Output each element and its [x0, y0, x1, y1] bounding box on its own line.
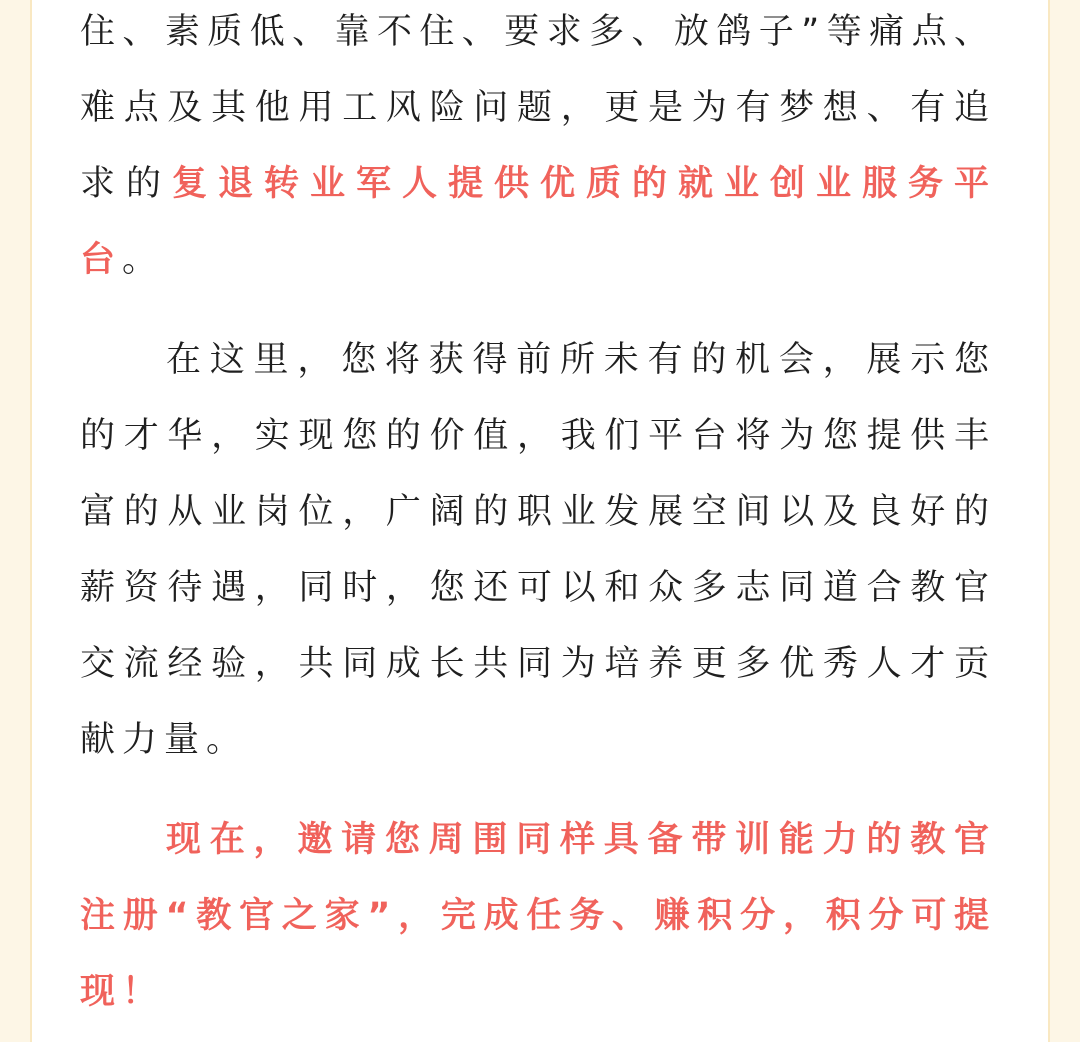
- article-body: [80, 0, 996, 1030]
- paragraph-1-highlight: 复退转业军人提供优质的就业创业服务平台: [80, 164, 996, 280]
- paragraph-1-end: 。: [122, 240, 165, 280]
- paragraph-1: [80, 0, 996, 298]
- paragraph-2: 在这里，您将获得前所未有的机会，展示您的才华，实现您的价值，我们平台将为您提供丰富的从业岗位，广阔的职业发展空间以及良好的薪资待遇，同时，您还可以和众多志同道合教官交流经验，共同成长共同为培养更多优秀人才贡献力量。: [80, 340, 996, 760]
- paragraph-3-invitation: 现在，邀请您周围同样具备带训能力的教官注册“教官之家”，完成任务、赚积分，积分可提现！: [80, 820, 996, 1012]
- paragraph-1-text: 住、素质低、靠不住、要求多、放鸽子”等痛点、难点及其他用工风险问题，更是为有梦想、有追求的: [80, 12, 996, 204]
